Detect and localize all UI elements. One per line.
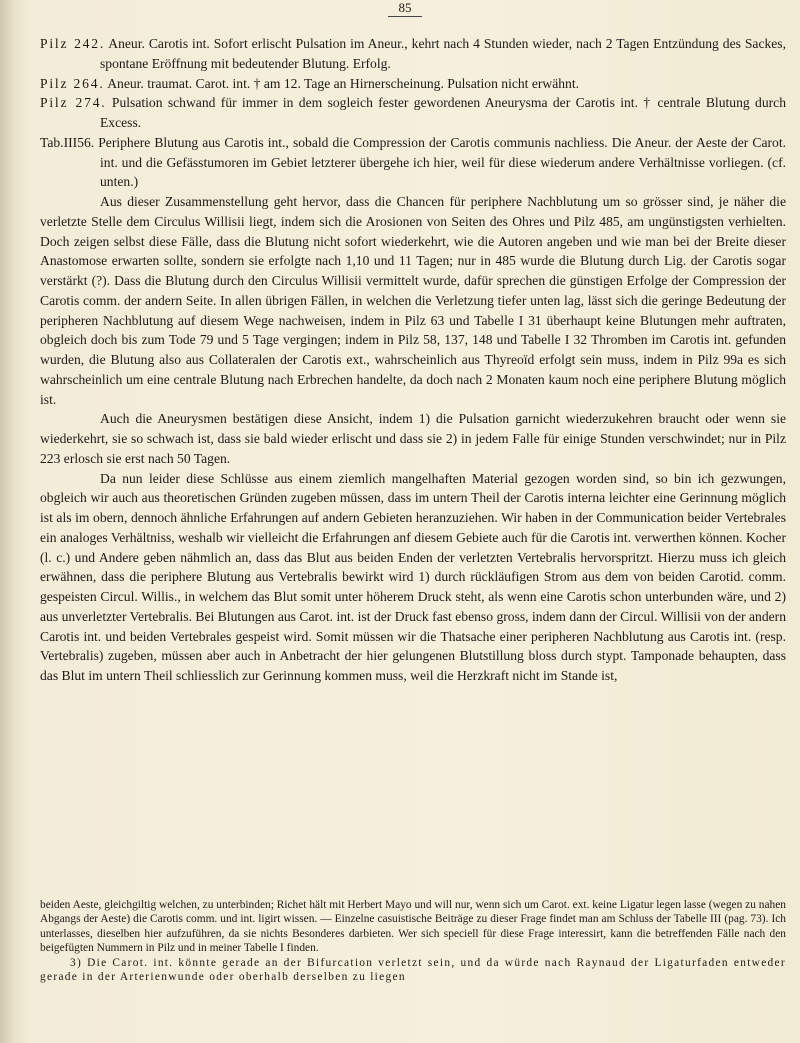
case-label: Pilz 242. bbox=[40, 36, 106, 51]
paragraph: Da nun leider diese Schlüsse aus einem ziemlich mangelhaften Material gezogen worden sind, so bin ich gezwungen, obgleich wir auch aus theoretischen Gründen zugeben müssen, dass im untern Theil der Carotis interna leichter eine Gerinnung möglich ist als im obern, dennoch ähnliche Erfahrungen auf andern Gebieten heranzuziehen. Wir haben in der Communication beider Vertebrales ein analoges Verhältniss, weshalb wir vielleicht die Erfahrungen anf diesem Gebiete auch für die Carotis int. verwerthen können. Kocher (l. c.) und Andere geben nähmlich an, dass das Blut aus beiden Enden der verletzten Vertebralis hervorspritzt. Hierzu muss ich gleich erwähnen, dass die periphere Blutung aus Vertebralis bewirkt wird 1) durch rückläufigen Strom aus dem von beiden Carotid. comm. gespeisten Circul. Willis., in welchem das Blut somit unter höherem Druck steht, als wenn eine Carotis schon unterbunden wäre, und 2) aus unverletzter Vertebralis. Bei Blutungen aus Carot. int. ist der Druck fast ebenso gross, indem dann der Circul. Willisii von der andern Carotis int. und beiden Vertebrales gespeist wird. Somit müssen wir die Thatsache einer peripheren Nachblutung aus Carotis int. (resp. Vertebralis) zugeben, müssen aber auch in Anbetracht der hier gelungenen Blutstillung bloss durch stypt. Tamponade behaupten, dass das Blut im untern Theil schliesslich zur Gerinnung kommen muss, weil die Herzkraft nicht im Stande ist, bbox=[40, 470, 786, 683]
main-text bbox=[40, 34, 786, 686]
case-label: Pilz 274. bbox=[40, 95, 107, 111]
page-number: 85 bbox=[388, 0, 422, 17]
footnotes bbox=[40, 898, 786, 984]
case-text: Pulsation schwand für immer in dem sogleich fester gewordenen Aneurysma der Carotis int. † centrale Blutung durch Excess. bbox=[100, 95, 786, 130]
footnote: 3) Die Carot. int. könnte gerade an der Bifurcation verletzt sein, und da würde nach Raynaud der Ligaturfaden entweder gerade in der Arterienwunde oder oberhalb derselben zu liegen bbox=[40, 956, 786, 984]
case-entry bbox=[40, 133, 786, 192]
case-entry bbox=[40, 93, 786, 133]
case-label: Pilz 264. bbox=[40, 75, 105, 91]
case-text: Aneur. traumat. Carot. int. † am 12. Tage an Hirnerscheinung. Pulsation nicht erwähnt. bbox=[107, 75, 580, 91]
case-text: Periphere Blutung aus Carotis int., sobald die Compression der Carotis communis nachliess. Die Aneur. der Aeste der Carot. int. und die Gefässtumoren im Gebiet letzterer übergehe ich hier, weil für diese wiederum andere Verhältnisse vorliegen. (cf. unten.) bbox=[98, 134, 786, 190]
case-entry bbox=[40, 34, 786, 74]
case-text: Aneur. Carotis int. Sofort erlischt Pulsation im Aneur., kehrt nach 4 Stunden wieder, nach 2 Tagen Entzündung des Sackes, spontane Eröffnung mit bedeutender Blutung. Erfolg. bbox=[100, 36, 786, 71]
paragraph: Auch die Aneurysmen bestätigen diese Ansicht, indem 1) die Pulsation garnicht wiederzukehren braucht oder wenn sie wiederkehrt, sie so schwach ist, dass sie bald wieder erlischt und dass sie 2) in jedem Falle für einige Stunden verschwindet; nur in Pilz 223 erlosch sie erst nach 50 Tagen. bbox=[40, 411, 786, 466]
case-entry bbox=[40, 74, 786, 94]
paragraph: Aus dieser Zusammenstellung geht hervor, dass die Chancen für periphere Nachblutung um so grösser sind, je näher die verletzte Stelle dem Circulus Willisii liegt, indem sich die Arosionen von Seiten des Ohres und Pilz 485, am ungünstigsten verhielten. Doch zeigen selbst diese Fälle, dass die Blutung nicht sofort wiederkehrt, wie die Autoren angeben und wie man bei der Breite dieser Anastomose erwarten sollte, sondern sie erfolgte nach 1,10 und 11 Tagen; nur in 485 wurde die Blutung durch Lig. der Carotis sogar verstärkt (?). Dass die Blutung durch den Circulus Willisii vermittelt wurde, dafür sprechen die günstigen Erfolge der Compression der Carotis comm. der andern Seite. In allen übrigen Fällen, in welchen die Verletzung tiefer unten lag, lässt sich die geringe Bedeutung der peripheren Nachblutung auf diesem Wege nachweisen, indem in Pilz 63 und Tabelle I 31 überhaupt keine Blutungen mehr auftraten, obgleich doch bis zum Tode 79 und 5 Tage vergingen; indem in Pilz 58, 137, 148 und Tabelle I 32 Thromben im Carotis int. gefunden wurden, die Blutung also aus Collateralen der Carotis ext., wahrscheinlich aus Thyreoïd erfolgt sein muss, indem in Pilz 99a es sich wahrscheinlich um eine centrale Blutung nach Erbrechen handelte, da doch nach 2 Monaten kaum noch eine periphere Blutung möglich ist. bbox=[40, 194, 786, 407]
case-label: Tab.III56. bbox=[40, 134, 95, 150]
footnote: beiden Aeste, gleichgiltig welchen, zu unterbinden; Richet hält mit Herbert Mayo und will nur, wenn sich um Carot. ext. keine Ligatur legen lasse (wegen zu nahen Abgangs der Aeste) die Carotis comm. und int. ligirt wissen. — Einzelne casuistische Beiträge zu dieser Frage findet man am Schluss der Tabelle III (pag. 73). Ich unterlasses, dieselben hier aufzuführen, da sie nichts Besonderes darbieten. Wer sich speciell für diese Frage interessirt, kann die betreffenden Fälle nach den beigefügten Nummern in Pilz und in meiner Tabelle I finden. bbox=[40, 899, 786, 955]
